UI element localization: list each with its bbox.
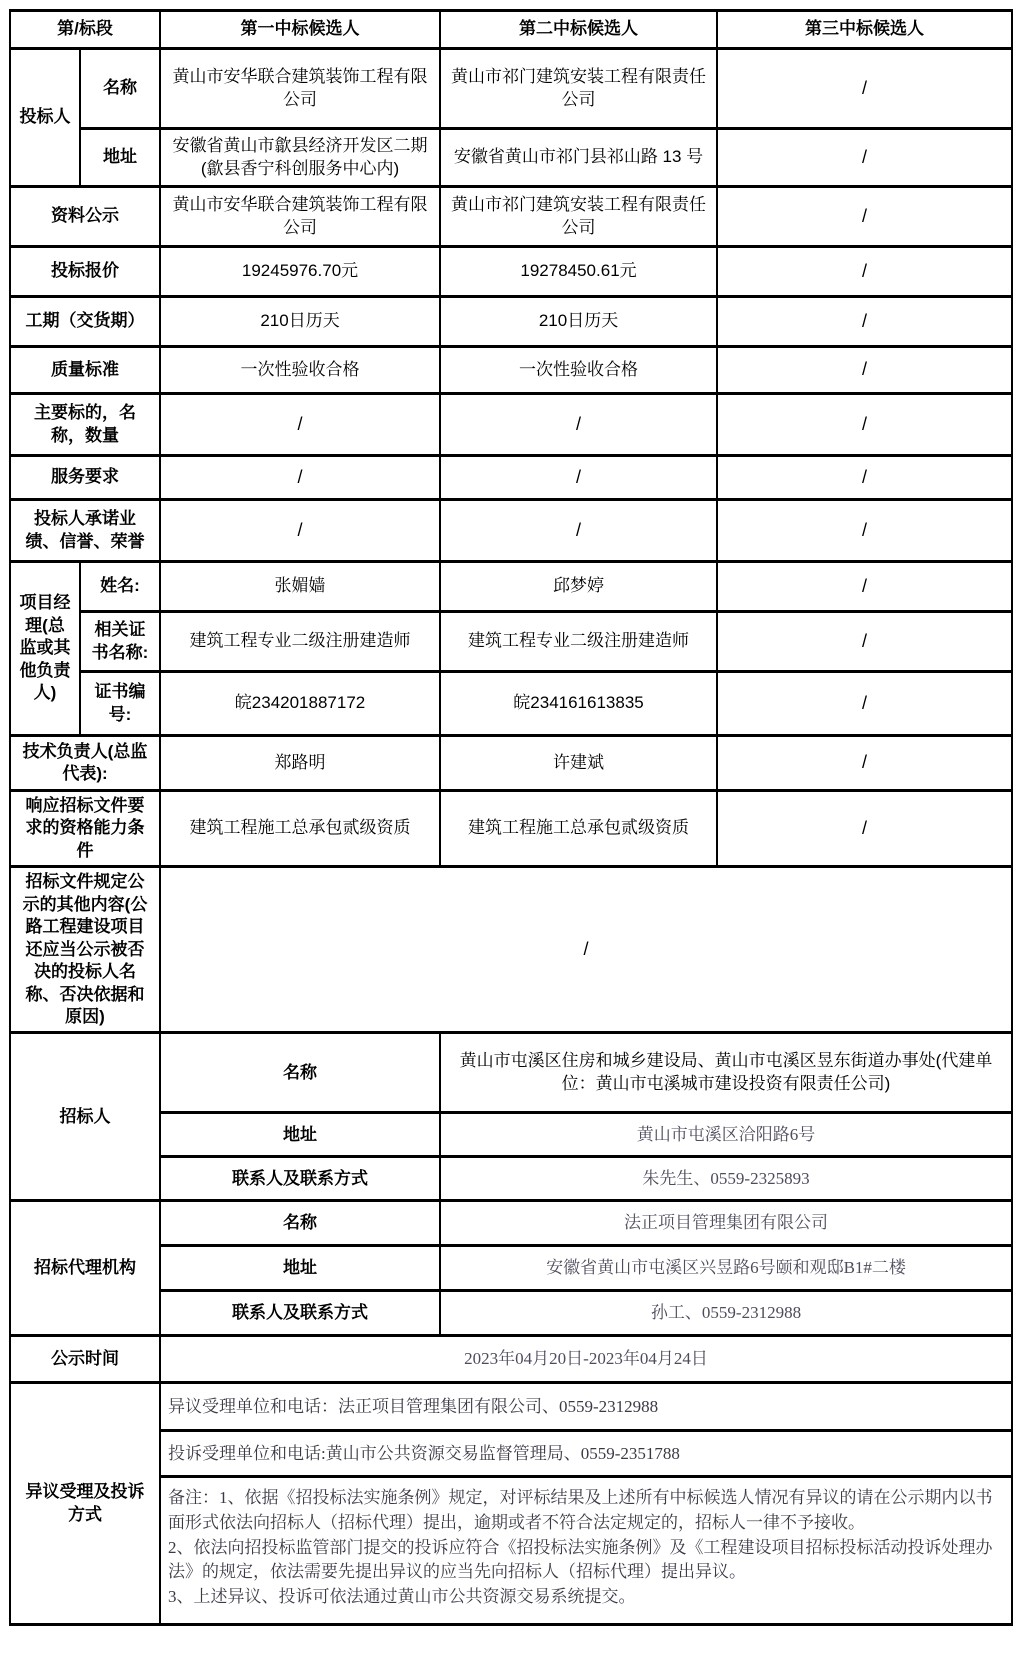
value-cell: / [717, 297, 1012, 347]
header-row [10, 11, 1012, 49]
bidder-commitment-row [10, 500, 1012, 562]
row-label: 主要标的，名称，数量 [10, 394, 160, 456]
bidder-address-value-3: / [717, 129, 1012, 187]
row-label: 技术负责人(总监代表): [10, 736, 160, 791]
bidder-name-label: 名称 [80, 49, 160, 129]
pm-cert-no-row [10, 672, 1012, 736]
bidder-address-value-1: 安徽省黄山市歙县经济开发区二期(歙县香宁科创服务中心内) [160, 129, 440, 187]
value-cell: / [160, 394, 440, 456]
tech-lead-value-2: 许建斌 [440, 736, 717, 791]
value-cell: / [717, 456, 1012, 500]
objection-line: 异议受理单位和电话：法正项目管理集团有限公司、0559-2312988 [160, 1383, 1012, 1431]
agency-group-label: 招标代理机构 [10, 1201, 160, 1336]
qualification-row [10, 791, 1012, 867]
complaint-row [10, 1431, 1012, 1477]
header-cell-third-candidate: 第三中标候选人 [717, 11, 1012, 49]
agency-address-label: 地址 [160, 1246, 440, 1291]
bid-result-table [9, 9, 1013, 1626]
agency-contact-row [10, 1291, 1012, 1336]
bidder-address-row [10, 129, 1012, 187]
value-cell: / [440, 394, 717, 456]
pm-cert-name-label: 相关证书名称: [80, 612, 160, 672]
tenderee-address-row [10, 1113, 1012, 1157]
qualification-value-2: 建筑工程施工总承包贰级资质 [440, 791, 717, 867]
service-requirement-row [10, 456, 1012, 500]
pm-cert-no-value-2: 皖234161613835 [440, 672, 717, 736]
pm-cert-name-row [10, 612, 1012, 672]
row-label: 投标人承诺业绩、信誉、荣誉 [10, 500, 160, 562]
value-cell: 19245976.70元 [160, 247, 440, 297]
value-cell: 一次性验收合格 [160, 347, 440, 394]
tenderee-contact-value: 朱先生、0559-2325893 [440, 1157, 1012, 1201]
tenderee-name-value: 黄山市屯溪区住房和城乡建设局、黄山市屯溪区昱东街道办事处(代建单位：黄山市屯溪城市建设投资有限责任公司) [440, 1033, 1012, 1113]
bidder-name-row [10, 49, 1012, 129]
pm-name-value-2: 邱梦婷 [440, 562, 717, 612]
pm-name-value-1: 张媚嫱 [160, 562, 440, 612]
tech-lead-value-3: / [717, 736, 1012, 791]
bid-price-row [10, 247, 1012, 297]
value-cell: / [717, 187, 1012, 247]
other-content-value: / [160, 867, 1012, 1033]
pm-cert-name-value-1: 建筑工程专业二级注册建造师 [160, 612, 440, 672]
remark-line-1: 备注：1、依据《招投标法实施条例》规定，对评标结果及上述所有中标候选人情况有异议的请在公示期内以书面形式依法向招标人（招标代理）提出，逾期或者不符合法定规定的，招标人一律不予接收。 [168, 1488, 993, 1533]
value-cell: / [717, 247, 1012, 297]
tenderee-contact-row [10, 1157, 1012, 1201]
value-cell: 黄山市安华联合建筑装饰工程有限公司 [160, 187, 440, 247]
project-manager-group-label: 项目经理(总监或其他负责人) [10, 562, 80, 736]
quality-standard-row [10, 347, 1012, 394]
agency-contact-label: 联系人及联系方式 [160, 1291, 440, 1336]
row-label: 投标报价 [10, 247, 160, 297]
remark-row [10, 1477, 1012, 1625]
value-cell: / [717, 347, 1012, 394]
data-publicity-row [10, 187, 1012, 247]
agency-contact-value: 孙工、0559-2312988 [440, 1291, 1012, 1336]
pm-name-value-3: / [717, 562, 1012, 612]
qualification-value-3: / [717, 791, 1012, 867]
value-cell: 黄山市祁门建筑安装工程有限责任公司 [440, 187, 717, 247]
pm-name-label: 姓名: [80, 562, 160, 612]
tenderee-group-label: 招标人 [10, 1033, 160, 1201]
tech-lead-value-1: 郑路明 [160, 736, 440, 791]
agency-address-value: 安徽省黄山市屯溪区兴昱路6号颐和观邸B1#二楼 [440, 1246, 1012, 1291]
row-label: 资料公示 [10, 187, 160, 247]
objection-row [10, 1383, 1012, 1431]
tenderee-name-row [10, 1033, 1012, 1113]
tenderee-address-label: 地址 [160, 1113, 440, 1157]
bidder-address-label: 地址 [80, 129, 160, 187]
bidder-name-value-2: 黄山市祁门建筑安装工程有限责任公司 [440, 49, 717, 129]
pm-cert-no-value-1: 皖234201887172 [160, 672, 440, 736]
remark-cell [160, 1477, 1012, 1625]
objection-group-label: 异议受理及投诉方式 [10, 1383, 160, 1625]
row-label: 响应招标文件要求的资格能力条件 [10, 791, 160, 867]
pm-cert-no-value-3: / [717, 672, 1012, 736]
row-label: 质量标准 [10, 347, 160, 394]
header-cell-second-candidate: 第二中标候选人 [440, 11, 717, 49]
pm-name-row [10, 562, 1012, 612]
agency-name-value: 法正项目管理集团有限公司 [440, 1201, 1012, 1246]
value-cell: / [717, 500, 1012, 562]
pm-cert-name-value-3: / [717, 612, 1012, 672]
value-cell: / [160, 456, 440, 500]
value-cell: / [160, 500, 440, 562]
tenderee-contact-label: 联系人及联系方式 [160, 1157, 440, 1201]
row-label: 工期（交货期） [10, 297, 160, 347]
tech-lead-row [10, 736, 1012, 791]
row-label: 招标文件规定公示的其他内容(公路工程建设项目还应当公示被否决的投标人名称、否决依据和原因) [10, 867, 160, 1033]
tenderee-name-label: 名称 [160, 1033, 440, 1113]
value-cell: 19278450.61元 [440, 247, 717, 297]
bidder-name-value-1: 黄山市安华联合建筑装饰工程有限公司 [160, 49, 440, 129]
bidder-name-value-3: / [717, 49, 1012, 129]
pm-cert-no-label: 证书编号: [80, 672, 160, 736]
value-cell: / [440, 500, 717, 562]
header-cell-section: 第/标段 [10, 11, 160, 49]
tenderee-address-value: 黄山市屯溪区洽阳路6号 [440, 1113, 1012, 1157]
duration-row [10, 297, 1012, 347]
other-content-row [10, 867, 1012, 1033]
complaint-line: 投诉受理单位和电话:黄山市公共资源交易监督管理局、0559-2351788 [160, 1431, 1012, 1477]
remark-line-2: 2、依法向招投标监管部门提交的投诉应符合《招投标法实施条例》及《工程建设项目招标投标活动投诉处理办法》的规定，依法需要先提出异议的应当先向招标人（招标代理）提出异议。 [168, 1537, 993, 1582]
bidder-address-value-2: 安徽省黄山市祁门县祁山路 13 号 [440, 129, 717, 187]
agency-name-label: 名称 [160, 1201, 440, 1246]
value-cell: / [717, 394, 1012, 456]
agency-address-row [10, 1246, 1012, 1291]
row-label: 公示时间 [10, 1336, 160, 1383]
header-cell-first-candidate: 第一中标候选人 [160, 11, 440, 49]
publicity-period-value: 2023年04月20日-2023年04月24日 [160, 1336, 1012, 1383]
value-cell: / [440, 456, 717, 500]
qualification-value-1: 建筑工程施工总承包贰级资质 [160, 791, 440, 867]
value-cell: 210日历天 [160, 297, 440, 347]
value-cell: 210日历天 [440, 297, 717, 347]
main-subject-row [10, 394, 1012, 456]
publicity-period-row [10, 1336, 1012, 1383]
remark-line-3: 3、上述异议、投诉可依法通过黄山市公共资源交易系统提交。 [168, 1586, 636, 1606]
bidder-group-label: 投标人 [10, 49, 80, 187]
pm-cert-name-value-2: 建筑工程专业二级注册建造师 [440, 612, 717, 672]
value-cell: 一次性验收合格 [440, 347, 717, 394]
row-label: 服务要求 [10, 456, 160, 500]
agency-name-row [10, 1201, 1012, 1246]
